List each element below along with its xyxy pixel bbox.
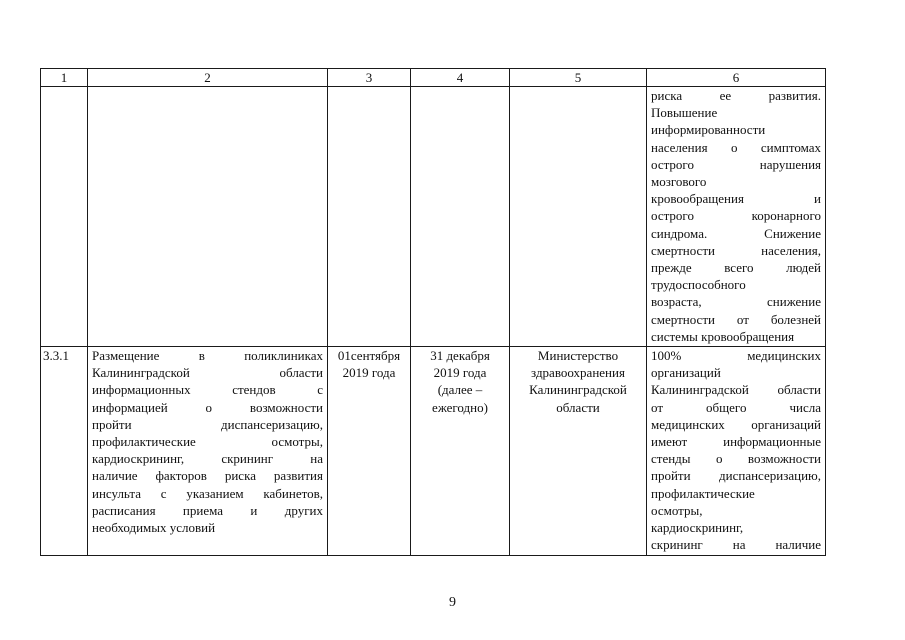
text-line: здравоохранения: [531, 365, 625, 381]
text-line: кардиоскрининг,: [651, 520, 744, 536]
text-line: синдрома. Снижение: [651, 225, 821, 241]
cell-empty: [411, 87, 510, 347]
text-line: 100% медицинских: [651, 348, 821, 363]
cell-empty: [41, 87, 88, 347]
text-line: пройти диспансеризацию,: [651, 468, 821, 484]
start-date-cell: [328, 347, 411, 556]
text-line: стенды о возможности: [651, 451, 821, 467]
text-line: информацией о возможности: [92, 399, 323, 415]
header-col-5: 5: [510, 69, 647, 87]
text-line: 01сентября: [337, 348, 401, 363]
text-line: области: [556, 399, 600, 415]
result-cell: [647, 347, 826, 556]
table-header-row: [41, 69, 826, 87]
text-line: Калининградской области: [651, 382, 821, 398]
description-cell: [88, 347, 328, 556]
continuation-result-cell: [647, 87, 826, 347]
header-col-2: 2: [88, 69, 328, 87]
text-line: системы кровообращения: [651, 328, 795, 344]
text-line: расписания приема и других: [92, 502, 323, 518]
text-line: необходимых условий: [92, 520, 216, 536]
text-line: возраста, снижение: [651, 294, 821, 310]
header-col-3: 3: [328, 69, 411, 87]
text-line: инсульта с указанием кабинетов,: [92, 485, 323, 501]
header-col-4: 4: [411, 69, 510, 87]
responsible-cell: [510, 347, 647, 556]
text-line: профилактические: [651, 485, 755, 501]
text-line: информированности: [651, 122, 766, 138]
text-line: населения о симптомах: [651, 139, 821, 155]
header-col-1: 1: [41, 69, 88, 87]
text-line: 2019 года: [342, 365, 396, 381]
cell-empty: [88, 87, 328, 347]
text-line: острого коронарного: [651, 208, 821, 224]
text-line: скрининг на наличие: [651, 537, 821, 553]
text-line: смертности от болезней: [651, 311, 821, 327]
cell-empty: [510, 87, 647, 347]
text-line: организаций: [651, 365, 721, 381]
text-line: имеют информационные: [651, 434, 821, 450]
text-line: 31 декабря: [430, 348, 490, 363]
text-line: наличие факторов риска развития: [92, 468, 323, 484]
text-line: трудоспособного: [651, 277, 746, 293]
text-line: Калининградской области: [92, 365, 323, 381]
text-line: кардиоскрининг, скрининг на: [92, 451, 323, 467]
row-number: 3.3.1: [41, 347, 88, 556]
text-line: смертности населения,: [651, 242, 821, 258]
text-line: осмотры,: [651, 502, 703, 518]
end-date-cell: [411, 347, 510, 556]
text-line: ежегодно): [432, 399, 488, 415]
text-line: информационных стендов с: [92, 382, 323, 398]
text-line: пройти диспансеризацию,: [92, 416, 323, 432]
text-line: острого нарушения: [651, 156, 821, 172]
text-line: 2019 года: [433, 365, 487, 381]
table-row-3-3-1: [41, 347, 826, 556]
text-line: профилактические осмотры,: [92, 434, 323, 450]
measures-table: [40, 68, 826, 556]
text-line: от общего числа: [651, 399, 821, 415]
cell-empty: [328, 87, 411, 347]
text-line: прежде всего людей: [651, 260, 821, 276]
text-line: Министерство: [537, 348, 619, 363]
text-line: (далее –: [437, 382, 483, 398]
table-row-continuation: [41, 87, 826, 347]
text-line: Размещение в поликлиниках: [92, 348, 323, 363]
text-line: риска ее развития.: [651, 88, 821, 103]
page-number: 9: [449, 595, 456, 610]
text-line: мозгового: [651, 174, 707, 190]
text-line: медицинских организаций: [651, 416, 821, 432]
text-line: Повышение: [651, 105, 718, 121]
text-line: Калининградской: [529, 382, 627, 398]
text-line: кровообращения и: [651, 191, 821, 207]
header-col-6: 6: [647, 69, 826, 87]
